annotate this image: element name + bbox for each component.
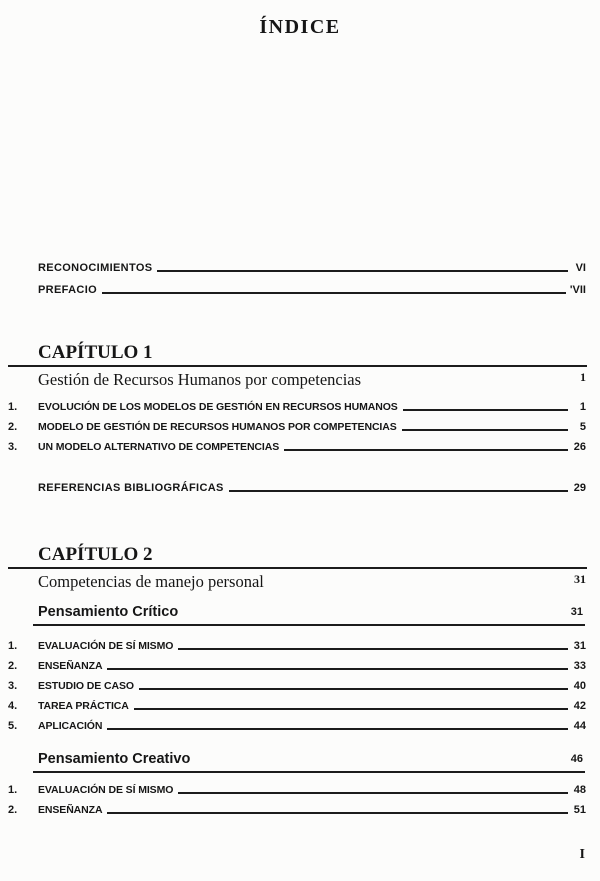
toc-entry-number: 1.	[8, 640, 18, 652]
pensamiento-critico-entries	[8, 632, 586, 732]
leader-line	[402, 429, 568, 431]
leader-line	[403, 409, 568, 411]
toc-page-number: 48	[573, 784, 586, 796]
leader-line	[139, 688, 568, 690]
toc-row	[8, 433, 586, 453]
toc-entry-number: 1.	[8, 784, 18, 796]
toc-row	[8, 776, 586, 796]
toc-entry-number: 4.	[8, 700, 18, 712]
leader-line	[102, 292, 566, 294]
toc-row	[8, 692, 586, 712]
toc-row	[8, 672, 586, 692]
leader-line	[157, 270, 568, 272]
toc-page-number: 51	[573, 804, 586, 816]
toc-page-number: 33	[573, 660, 586, 672]
toc-entry-label: EVOLUCIÓN DE LOS MODELOS DE GESTIÓN EN RECURSOS HUMANOS	[38, 401, 398, 413]
toc-entry-label: APLICACIÓN	[38, 720, 103, 732]
toc-entry-number: 2.	[8, 421, 18, 433]
chapter-1-heading: CAPÍTULO 1	[8, 342, 587, 367]
toc-row-referencias	[38, 472, 586, 494]
leader-line	[107, 812, 568, 814]
chapter-1-subtitle-row	[38, 368, 586, 389]
toc-entry-number: 1.	[8, 401, 18, 413]
subsection-title: Pensamiento Creativo	[38, 751, 191, 767]
toc-page-number: 40	[573, 680, 586, 692]
leader-line	[134, 708, 568, 710]
toc-entry-label: MODELO DE GESTIÓN DE RECURSOS HUMANOS POR COMPETENCIAS	[38, 421, 397, 433]
toc-page-number: 42	[573, 700, 586, 712]
toc-row-reconocimientos	[38, 252, 586, 274]
toc-page-number: 31	[570, 606, 583, 618]
toc-entry-label: REFERENCIAS BIBLIOGRÁFICAS	[38, 482, 224, 494]
leader-line	[107, 668, 568, 670]
toc-page-number: 1	[580, 370, 586, 384]
toc-page-number: 1	[579, 401, 586, 413]
toc-page-number: 'VII	[569, 284, 586, 296]
toc-row	[8, 632, 586, 652]
toc-row	[8, 393, 586, 413]
leader-line	[178, 792, 568, 794]
toc-entry-label: TAREA PRÁCTICA	[38, 700, 129, 712]
page-title: ÍNDICE	[259, 16, 341, 38]
toc-page-number: 5	[579, 421, 586, 433]
subsection-pensamiento-creativo	[33, 751, 585, 773]
toc-entry-number: 5.	[8, 720, 18, 732]
toc-entry-number: 2.	[8, 660, 18, 672]
toc-entry-label: EVALUACIÓN DE SÍ MISMO	[38, 640, 174, 652]
leader-line	[229, 490, 568, 492]
toc-entry-label: UN MODELO ALTERNATIVO DE COMPETENCIAS	[38, 441, 280, 453]
toc-entry-label: RECONOCIMIENTOS	[38, 262, 153, 274]
toc-entry-label: PREFACIO	[38, 284, 98, 296]
front-matter-section	[38, 252, 586, 296]
toc-page-number: 31	[573, 640, 586, 652]
toc-row	[8, 652, 586, 672]
toc-entry-label: ENSEÑANZA	[38, 804, 103, 816]
pensamiento-creativo-entries	[8, 776, 586, 816]
chapter-1-entries	[8, 393, 586, 453]
toc-page-number: 29	[573, 482, 586, 494]
toc-row	[8, 796, 586, 816]
toc-row-prefacio	[38, 274, 586, 296]
chapter-subtitle: Gestión de Recursos Humanos por competencias	[38, 370, 362, 389]
chapter-subtitle: Competencias de manejo personal	[38, 572, 264, 591]
subsection-pensamiento-critico	[33, 604, 585, 626]
chapter-2-subtitle-row	[38, 570, 586, 591]
toc-page-number: VI	[575, 262, 586, 274]
toc-entry-number: 2.	[8, 804, 18, 816]
leader-line	[178, 648, 568, 650]
toc-row	[8, 712, 586, 732]
chapter-2-heading: CAPÍTULO 2	[8, 544, 587, 569]
toc-entry-number: 3.	[8, 441, 18, 453]
toc-page-number: 26	[573, 441, 586, 453]
toc-row	[8, 413, 586, 433]
toc-entry-label: ENSEÑANZA	[38, 660, 103, 672]
leader-line	[107, 728, 568, 730]
toc-page-number: 31	[574, 572, 586, 586]
toc-entry-number: 3.	[8, 680, 18, 692]
toc-page-number: 44	[573, 720, 586, 732]
toc-page-number: 46	[570, 753, 583, 765]
toc-entry-label: ESTUDIO DE CASO	[38, 680, 134, 692]
subsection-title: Pensamiento Crítico	[38, 604, 179, 620]
references-row	[38, 472, 586, 494]
leader-line	[284, 449, 568, 451]
folio-page-number: I	[579, 847, 585, 862]
toc-entry-label: EVALUACIÓN DE SÍ MISMO	[38, 784, 174, 796]
